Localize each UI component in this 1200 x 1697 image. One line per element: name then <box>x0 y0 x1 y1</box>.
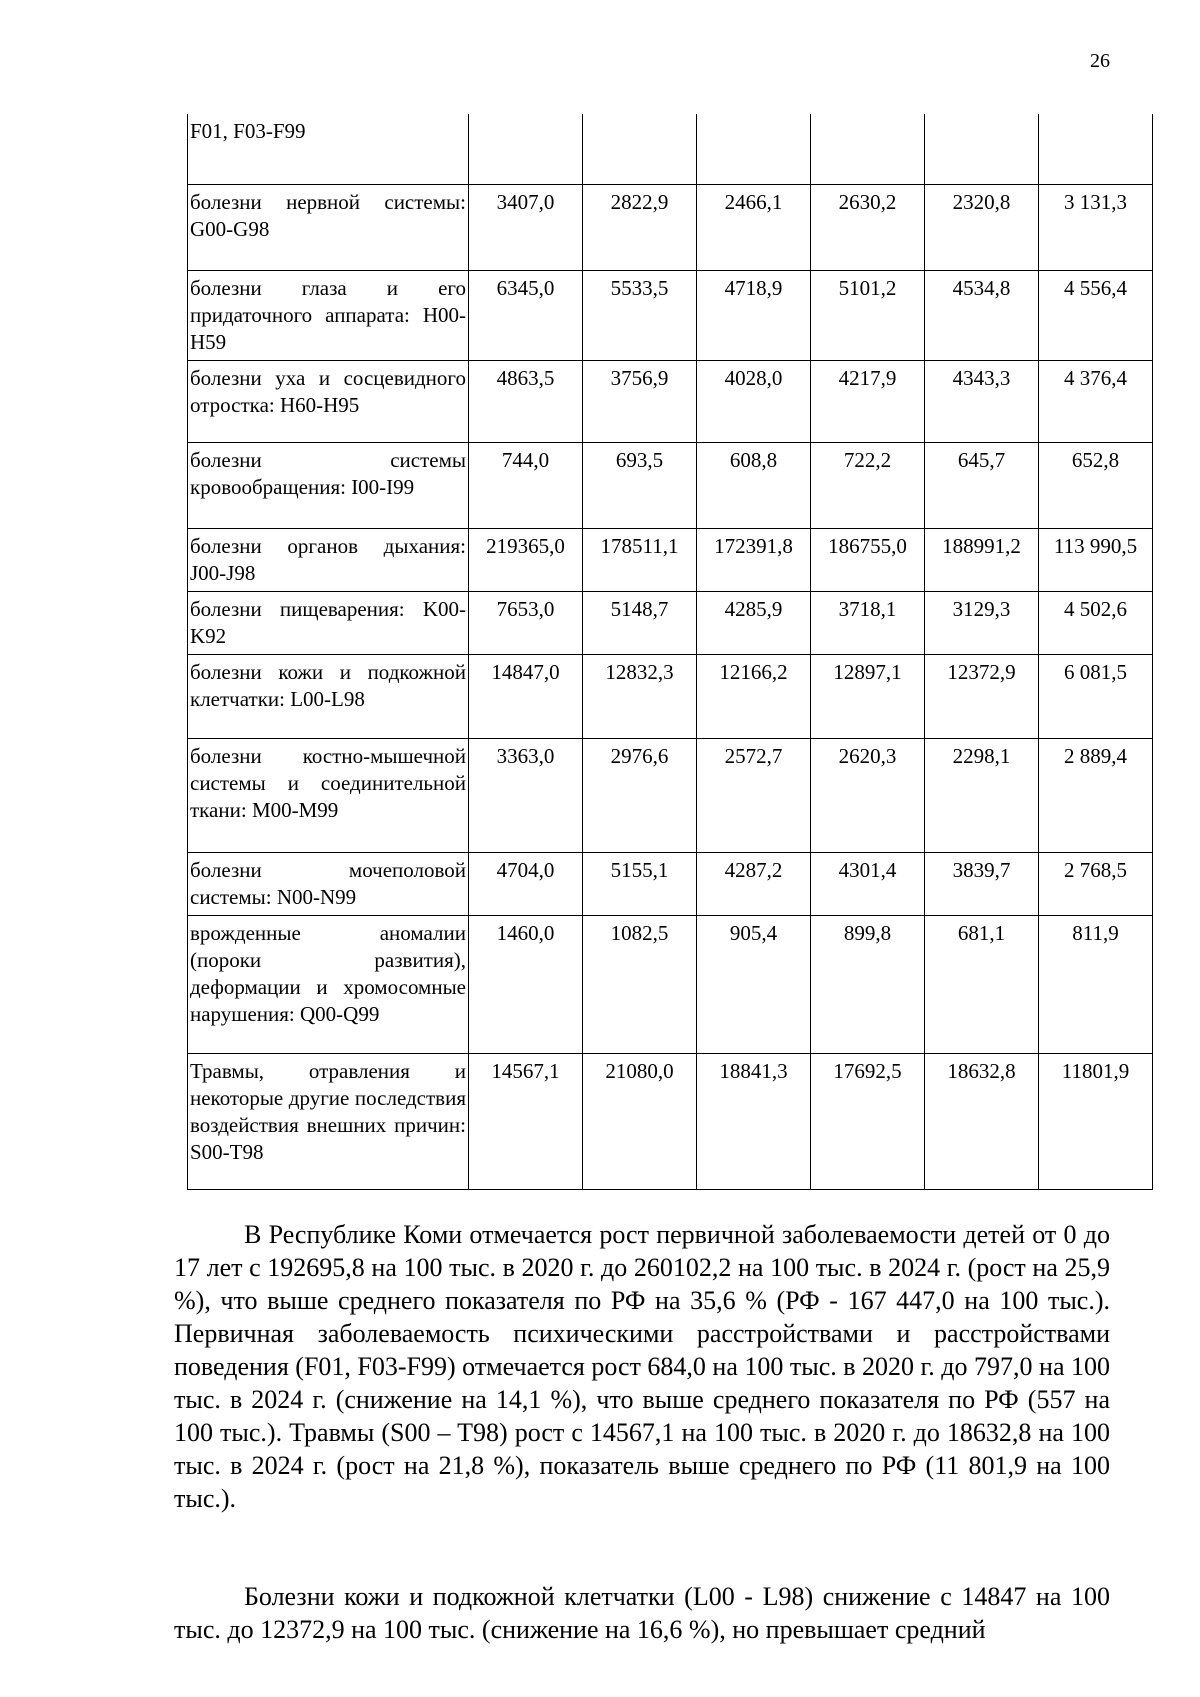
table-cell: 2630,2 <box>811 184 925 270</box>
row-label: болезни кожи и подкожной клетчатки: L00-L98 <box>188 654 469 738</box>
table-cell: 4301,4 <box>811 852 925 915</box>
table-cell: 178511,1 <box>583 528 697 591</box>
table-cell: 219365,0 <box>469 528 583 591</box>
table-cell: 4704,0 <box>469 852 583 915</box>
table-cell: 113 990,5 <box>1039 528 1153 591</box>
table-row <box>188 654 1153 738</box>
morbidity-table <box>187 114 1153 1190</box>
table-cell: 4 556,4 <box>1039 270 1153 360</box>
table-cell: 2976,6 <box>583 738 697 852</box>
table-cell: 12166,2 <box>697 654 811 738</box>
row-label: болезни глаза и его придаточного аппарата: H00-H59 <box>188 270 469 360</box>
table-cell: 14847,0 <box>469 654 583 738</box>
table-cell: 4343,3 <box>925 360 1039 442</box>
row-label: болезни нервной системы: G00-G98 <box>188 184 469 270</box>
table-row <box>188 852 1153 915</box>
table-cell: 811,9 <box>1039 915 1153 1053</box>
table-row <box>188 114 1153 184</box>
table-cell: 2822,9 <box>583 184 697 270</box>
table-cell: 21080,0 <box>583 1053 697 1189</box>
row-label: F01, F03-F99 <box>188 114 469 184</box>
table-cell: 4863,5 <box>469 360 583 442</box>
table-cell: 3407,0 <box>469 184 583 270</box>
paragraph-skin-diseases: Болезни кожи и подкожной клетчатки (L00 - L98) снижение с 14847 на 100 тыс. до 12372,9 на 100 тыс. (снижение на 16,6 %), но превышает средний <box>174 1582 1110 1644</box>
table-cell: 2 889,4 <box>1039 738 1153 852</box>
table-row <box>188 528 1153 591</box>
table-cell: 744,0 <box>469 442 583 528</box>
table-cell: 2298,1 <box>925 738 1039 852</box>
table-cell: 4285,9 <box>697 591 811 654</box>
table-cell: 4217,9 <box>811 360 925 442</box>
table-row <box>188 591 1153 654</box>
table-cell: 3839,7 <box>925 852 1039 915</box>
table-cell: 12832,3 <box>583 654 697 738</box>
table-cell: 652,8 <box>1039 442 1153 528</box>
table-row <box>188 738 1153 852</box>
table-cell: 2572,7 <box>697 738 811 852</box>
table-cell: 6345,0 <box>469 270 583 360</box>
table-cell: 2320,8 <box>925 184 1039 270</box>
table-cell: 722,2 <box>811 442 925 528</box>
table-cell <box>925 114 1039 184</box>
paragraph-primary-morbidity: В Республике Коми отмечается рост первичной заболеваемости детей от 0 до 17 лет с 192695,8 на 100 тыс. в 2020 г. до 260102,2 на 100 тыс. в 2024 г. (рост на 25,9 %), что выше среднего показателя по РФ на 35,6 % (РФ - 167 447,0 на 100 тыс.). Первичная заболеваемость психическими расстройствами и расстройствами поведения (F01, F03-F99) отмечается рост 684,0 на 100 тыс. в 2020 г. до 797,0 на 100 тыс. в 2024 г. (снижение на 14,1 %), что выше среднего показателя по РФ (557 на 100 тыс.). Травмы (S00 – T98) рост с 14567,1 на 100 тыс. в 2020 г. до 18632,8 на 100 тыс. в 2024 г. (рост на 21,8 %), показатель выше среднего по РФ (11 801,9 на 100 тыс.). <box>174 1220 1110 1513</box>
table-row <box>188 1053 1153 1189</box>
table-cell <box>1039 114 1153 184</box>
table-cell <box>697 114 811 184</box>
table-cell: 4534,8 <box>925 270 1039 360</box>
table-cell: 5148,7 <box>583 591 697 654</box>
table-cell: 18841,3 <box>697 1053 811 1189</box>
table-cell: 6 081,5 <box>1039 654 1153 738</box>
table-cell <box>811 114 925 184</box>
row-label: болезни уха и сосцевидного отростка: H60-H95 <box>188 360 469 442</box>
table-cell: 3363,0 <box>469 738 583 852</box>
table-cell: 5101,2 <box>811 270 925 360</box>
table-cell: 4 502,6 <box>1039 591 1153 654</box>
table-cell: 172391,8 <box>697 528 811 591</box>
row-label: болезни пищеварения: K00-K92 <box>188 591 469 654</box>
row-label: болезни костно-мышечной системы и соединительной ткани: M00-M99 <box>188 738 469 852</box>
page-number: 26 <box>1090 50 1110 72</box>
table-row <box>188 360 1153 442</box>
table-cell: 12372,9 <box>925 654 1039 738</box>
table-cell: 1460,0 <box>469 915 583 1053</box>
row-label: Травмы, отравления и некоторые другие последствия воздействия внешних причин: S00-T98 <box>188 1053 469 1189</box>
table-cell: 645,7 <box>925 442 1039 528</box>
table-row <box>188 184 1153 270</box>
table-cell: 1082,5 <box>583 915 697 1053</box>
table-cell: 11801,9 <box>1039 1053 1153 1189</box>
table-cell: 186755,0 <box>811 528 925 591</box>
table-cell: 899,8 <box>811 915 925 1053</box>
row-label: болезни системы кровообращения: I00-I99 <box>188 442 469 528</box>
table-cell: 18632,8 <box>925 1053 1039 1189</box>
table-cell: 4287,2 <box>697 852 811 915</box>
table-cell: 2620,3 <box>811 738 925 852</box>
table-cell: 17692,5 <box>811 1053 925 1189</box>
table-cell: 693,5 <box>583 442 697 528</box>
row-label: врожденные аномалии (пороки развития), деформации и хромосомные нарушения: Q00-Q99 <box>188 915 469 1053</box>
table-cell: 5155,1 <box>583 852 697 915</box>
table-cell: 7653,0 <box>469 591 583 654</box>
table-cell: 188991,2 <box>925 528 1039 591</box>
table-cell: 4028,0 <box>697 360 811 442</box>
table-cell: 681,1 <box>925 915 1039 1053</box>
table-cell: 4 376,4 <box>1039 360 1153 442</box>
table-row <box>188 915 1153 1053</box>
table-cell: 4718,9 <box>697 270 811 360</box>
table-row <box>188 442 1153 528</box>
table-cell: 608,8 <box>697 442 811 528</box>
table-cell: 2466,1 <box>697 184 811 270</box>
table-cell: 14567,1 <box>469 1053 583 1189</box>
table-cell <box>469 114 583 184</box>
table-cell: 5533,5 <box>583 270 697 360</box>
table-cell: 905,4 <box>697 915 811 1053</box>
table-cell: 3718,1 <box>811 591 925 654</box>
table-row <box>188 270 1153 360</box>
table-cell: 3129,3 <box>925 591 1039 654</box>
table-cell: 12897,1 <box>811 654 925 738</box>
table-cell <box>583 114 697 184</box>
table-cell: 3 131,3 <box>1039 184 1153 270</box>
table-cell: 2 768,5 <box>1039 852 1153 915</box>
row-label: болезни мочеполовой системы: N00-N99 <box>188 852 469 915</box>
row-label: болезни органов дыхания: J00-J98 <box>188 528 469 591</box>
table-cell: 3756,9 <box>583 360 697 442</box>
